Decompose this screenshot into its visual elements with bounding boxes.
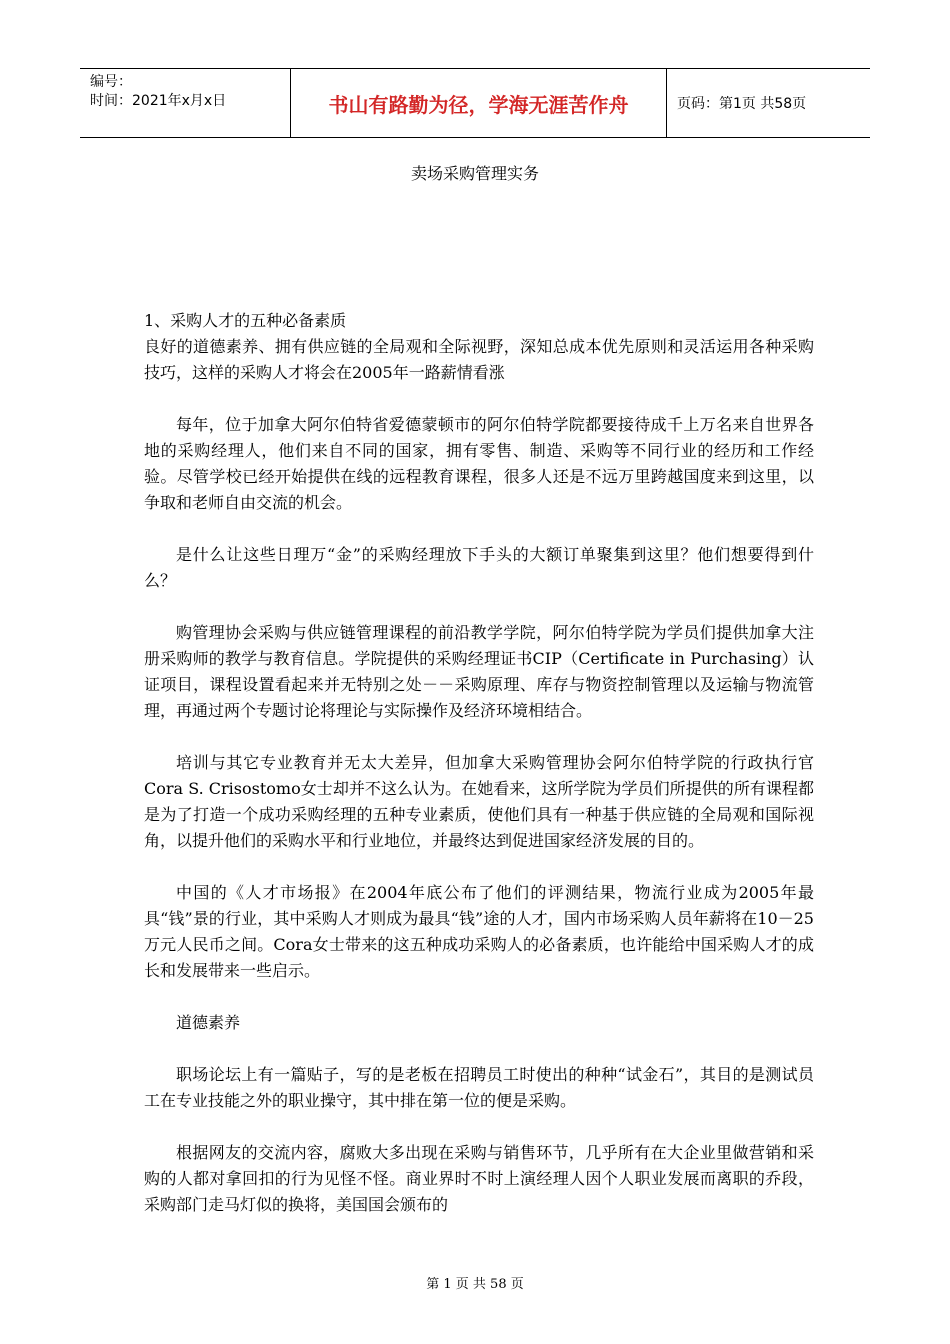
date-label: 时间：2021年x月x日: [90, 93, 227, 109]
document-title: 卖场采购管理实务: [410, 164, 539, 183]
paragraph: 每年，位于加拿大阿尔伯特省爱德蒙顿市的阿尔伯特学院都要接待成千上万名来自世界各地的采购经理人，他们来自不同的国家，拥有零售、制造、采购等不同行业的经历和工作经验。尽管学校已经开始提供在线的远程教育课程，很多人还是不远万里跨越国度来到这里，以争取和老师自由交流的机会。: [144, 415, 814, 512]
number-label: 编号：: [90, 74, 132, 90]
header-meta: [80, 69, 291, 137]
page-header: [80, 68, 870, 138]
header-motto: 书山有路勤为径，学海无涯苦作舟: [291, 69, 667, 137]
paragraph: 根据网友的交流内容，腐败大多出现在采购与销售环节，几乎所有在大企业里做营销和采购的人都对拿回扣的行为见怪不怪。商业界时不时上演经理人因个人职业发展而离职的乔段，采购部门走马灯似的换将，美国国会颁布的: [144, 1143, 814, 1214]
page-footer: 第 1 页 共 58 页: [426, 1277, 524, 1292]
header-page-info: 页码：第1页 共58页: [677, 96, 807, 112]
subheading: 道德素养: [176, 1013, 241, 1032]
paragraph: 是什么让这些日理万“金”的采购经理放下手头的大额订单聚集到这里？他们想要得到什么？: [144, 545, 814, 590]
section-heading: 1、采购人才的五种必备素质: [144, 311, 347, 330]
paragraph: 中国的《人才市场报》在2004年底公布了他们的评测结果，物流行业成为2005年最具“钱”景的行业，其中采购人才则成为最具“钱”途的人才，国内市场采购人员年薪将在10－25万元人民币之间。Cora女士带来的这五种成功采购人的必备素质，也许能给中国采购人才的成长和发展带来一些启示。: [144, 883, 814, 980]
document-body: [144, 308, 814, 1244]
paragraph: 培训与其它专业教育并无太大差异，但加拿大采购管理协会阿尔伯特学院的行政执行官Cora S. Crisostomo女士却并不这么认为。在她看来，这所学院为学员们所提供的所有课程都是为了打造一个成功采购经理的五种专业素质，使他们具有一种基于供应链的全局观和国际视角，以提升他们的采购水平和行业地位，并最终达到促进国家经济发展的目的。: [144, 753, 814, 850]
paragraph: 购管理协会采购与供应链管理课程的前沿教学学院，阿尔伯特学院为学员们提供加拿大注册采购师的教学与教育信息。学院提供的采购经理证书CIP（Certificate in Purchasing）认证项目，课程设置看起来并无特别之处－－采购原理、库存与物资控制管理以及运输与物流管理，再通过两个专题讨论将理论与实际操作及经济环境相结合。: [144, 623, 814, 720]
section-subtitle: 良好的道德素养、拥有供应链的全局观和全际视野，深知总成本优先原则和灵活运用各种采购技巧，这样的采购人才将会在2005年一路薪情看涨: [144, 337, 814, 382]
paragraph: 职场论坛上有一篇贴子，写的是老板在招聘员工时使出的种种“试金石”，其目的是测试员工在专业技能之外的职业操守，其中排在第一位的便是采购。: [144, 1065, 814, 1110]
